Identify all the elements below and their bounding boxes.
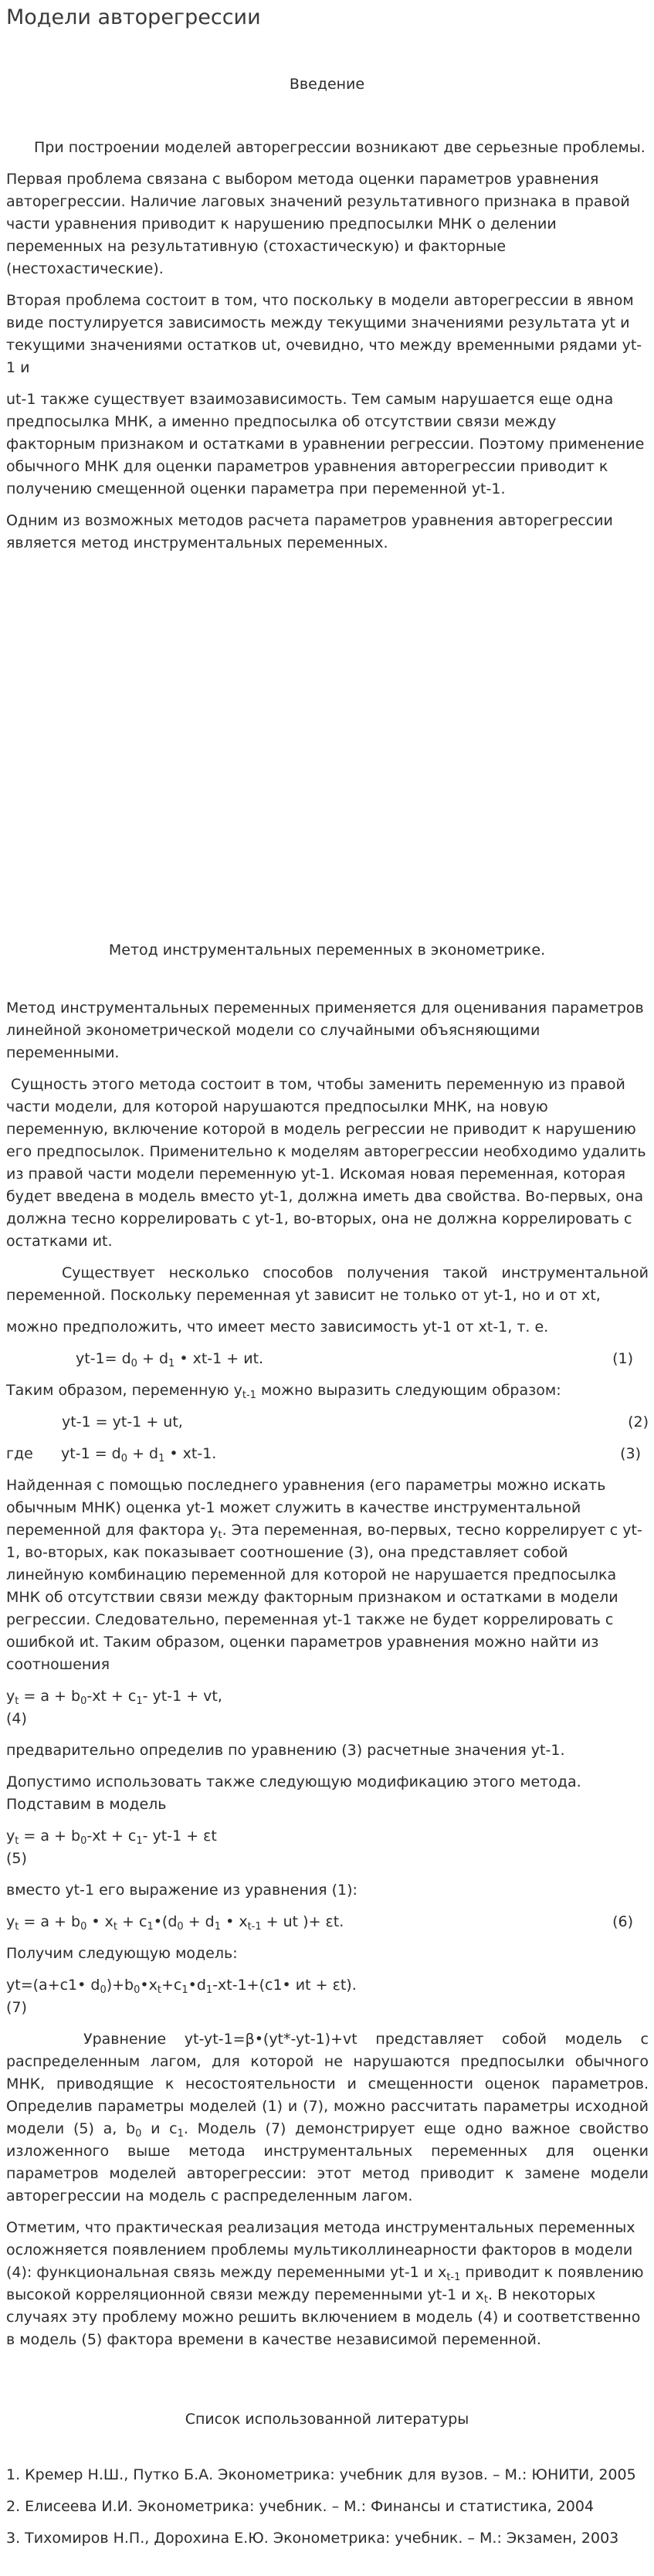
equation-6-number: (6) [612, 1913, 633, 1930]
intro-paragraph-5: Одним из возможных методов расчета параметров уравнения авторегрессии является метод инструментальных переменных. [6, 512, 613, 552]
method-paragraph-5: Таким образом, переменную $y_{t-1}$ можно выразить следующим образом: [6, 1382, 561, 1401]
method-paragraph-4: можно предположить, что имеет место зависимость yt-1 от xt-1, т. е. [6, 1319, 549, 1336]
equation-3-expression: где $yt-1 = d_0 + d_1$ • xt-1. [6, 1445, 217, 1464]
equation-1 [6, 1348, 649, 1370]
equation-5-number: (5) [6, 1850, 27, 1867]
document-title: Модели авторегрессии [6, 5, 261, 29]
method-paragraph-7: предварительно определив по уравнению (3) расчетные значения yt-1. [6, 1742, 565, 1759]
reference-item: 2. Елисеева И.И. Эконометрика: учебник. – М.: Финансы и статистика, 2004 [6, 2498, 595, 2515]
intro-heading: Введение [289, 76, 365, 93]
equation-4-number: (4) [6, 1710, 27, 1727]
method-heading: Метод инструментальных переменных в эконометрике. [108, 942, 546, 959]
equation-7: yt=(a+c1• $d_0)+b_0•x_t+c_1•d_1-xt-1+(c1•$ иt + εt). (7) [6, 1977, 357, 2016]
intro-paragraph-1: При построении моделей авторегрессии возникают две серьезные проблемы. [34, 139, 646, 156]
equation-3 [6, 1443, 649, 1465]
reference-item: 1. Кремер Н.Ш., Путко Б.А. Эконометрика: учебник для вузов. – М.: ЮНИТИ, 2005 [6, 2466, 636, 2483]
method-paragraph-6: Найденная с помощью последнего уравнения (его параметры можно искать обычным МНК) оценка yt-1 может служить в качестве инструментальной переменной для фактора $y_t$. Эта переменная, во-первых, тесно коррелирует с yt-1, во-вторых, как показывает соотношение (3), она представляет собой линейную комбинацию переменной для которой не нарушается предпосылка МНК об отсутствии связи между факторным признаком и остатками в модели регрессии. Следовательно, переменная yt-1 также не будет коррелировать с ошибкой иt. Таким образом, оценки параметров уравнения можно найти из соотношения [6, 1477, 642, 1673]
intro-paragraph-3: Вторая проблема состоит в том, что поскольку в модели авторегрессии в явном виде постулируется зависимость между текущими значениями результата yt и текущими значениями остатков ut, очевидно, что между временными рядами yt-1 и [6, 292, 642, 376]
intro-paragraph-4: ut-1 также существует взаимозависимость. Тем самым нарушается еще одна предпосылка МНК, а именно предпосылка об отсутствии связи между факторным признаком и остатками в уравнении регрессии. Поэтому применение обычного МНК для оценки параметров уравнения авторегрессии приводит к получению смещенной оценки параметра при переменной yt-1. [6, 391, 645, 497]
equation-2-expression: yt-1 = yt-1 + ut, [62, 1414, 183, 1431]
method-paragraph-11: Уравнение yt-yt-1=β•(yt*-yt-1)+vt представляет собой модель с распределенным лагом, для которой не нарушаются предпосылки обычного МНК, приводящие к несостоятельности и смещенности оценок параметров. Определив параметры моделей (1) и (7), можно рассчитать параметры исходной модели (5) a, $b_0$ и $c_1$. Модель (7) демонстрирует еще одно важное свойство изложенного выше метода инструментальных переменных для оценки параметров моделей авторегрессии: этот метод приводит к замене модели авторегрессии на модель с распределенным лагом. [6, 2031, 649, 2204]
equation-2-number: (2) [628, 1414, 649, 1431]
intro-section [6, 137, 649, 564]
equation-1-expression: $yt-1= d_0 + d_1$ • xt-1 + иt. [76, 1350, 264, 1369]
method-paragraph-8: Допустимо использовать также следующую модификацию этого метода. Подставим в модель [6, 1773, 581, 1813]
equation-4: $y_t = a + b_0-xt + c_1-$ yt-1 + vt, (4) [6, 1688, 222, 1727]
equation-3-number: (3) [620, 1445, 641, 1462]
references-heading: Список использованной литературы [185, 2411, 469, 2428]
equation-7-number: (7) [6, 1999, 27, 2016]
equation-6 [6, 1911, 649, 1933]
method-section [6, 997, 649, 2360]
equation-6-expression: $y_t = a + b_0$ • $x_t$ + $c_1•(d_0 + d_1$ • $x_{t-1}$ + ut )+ εt. [6, 1913, 344, 1933]
method-paragraph-10: Получим следующую модель: [6, 1945, 238, 1962]
method-paragraph-12: Отметим, что практическая реализация метода инструментальных переменных осложняется появлением проблемы мультиколлинеарности факторов в модели (4): функциональная связь между переменными yt-1 и $x_{t-1}$ приводит к появлению высокой корреляционной связи между переменными yt-1 и $x_t$. В некоторых случаях эту проблему можно решить включением в модель (4) и соответственно в модель (5) фактора времени в качестве независимой переменной. [6, 2219, 644, 2348]
equation-2 [6, 1411, 649, 1434]
equation-1-number: (1) [612, 1350, 633, 1367]
method-paragraph-9: вместо yt-1 его выражение из уравнения (1): [6, 1882, 357, 1899]
method-paragraph-1: Метод инструментальных переменных применяется для оценивания параметров линейной эконометрической модели со случайными объясняющими переменными. [6, 1000, 644, 1061]
equation-5: $y_t = a + b_0-xt + c_1-$ yt-1 + εt (5) [6, 1828, 217, 1867]
references-list [6, 2464, 649, 2550]
reference-item: 3. Тихомиров Н.П., Дорохина Е.Ю. Эконометрика: учебник. – М.: Экзамен, 2003 [6, 2530, 619, 2547]
method-paragraph-2: Сущность этого метода состоит в том, чтобы заменить переменную из правой части модели, для которой нарушаются предпосылки МНК, на новую переменную, включение которой в модель регрессии не приводит к нарушению его предпосылок. Применительно к моделям авторегрессии необходимо удалить из правой части модели переменную yt-1. Искомая новая переменная, которая будет введена в модель вместо yt-1, должна иметь два свойства. Во-первых, она должна тесно коррелировать с yt-1, во-вторых, она не должна коррелировать с остатками иt. [6, 1076, 646, 1250]
intro-paragraph-2: Первая проблема связана с выбором метода оценки параметров уравнения авторегрессии. Наличие лаговых значений результативного признака в правой части уравнения приводит к нарушению предпосылки МНК о делении переменных на результативную (стохастическую) и факторные (нестохастические). [6, 171, 630, 277]
references-section [6, 2464, 649, 2559]
method-paragraph-3: Существует несколько способов получения такой инструментальной переменной. Поскольку переменная yt зависит не только от yt-1, но и от xt, [6, 1264, 649, 1304]
